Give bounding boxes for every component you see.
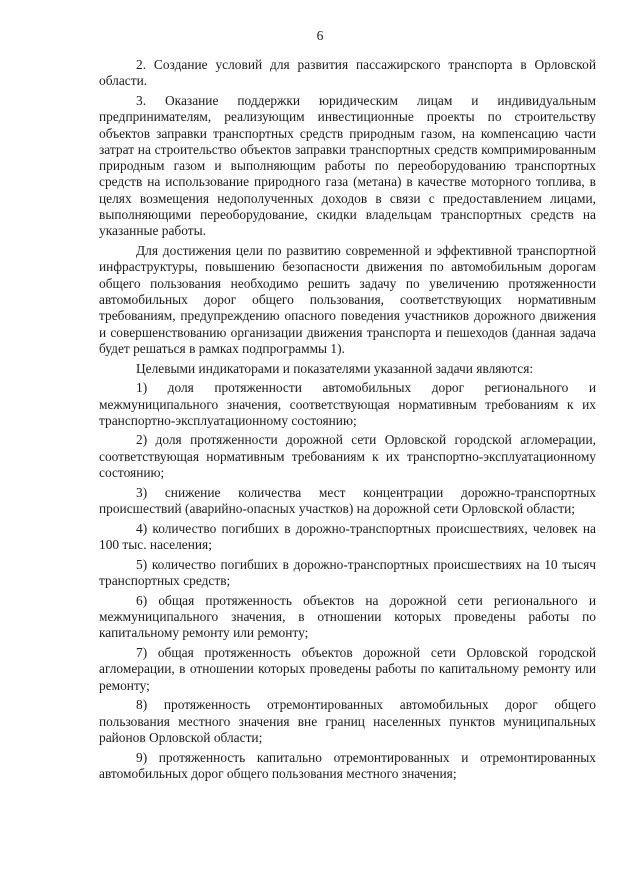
indicator-1: 1) доля протяженности автомобильных дорог регионального и межмуниципального значения, соответствующая нормативным требованиям к их транспортно-эксплуатационному состоянию; <box>99 380 596 428</box>
document-body <box>99 57 596 786</box>
paragraph-indicators-intro: Целевыми индикаторами и показателями указанной задачи являются: <box>136 360 534 376</box>
indicator-8: 8) протяженность отремонтированных автомобильных дорог общего пользования местного значения вне границ населенных пунктов муниципальных районов Орловской области; <box>99 697 596 745</box>
paragraph-item-3: 3. Оказание поддержки юридическим лицам и индивидуальным предпринимателям, реализующим инвестиционные проекты по строительству объектов заправки транспортных средств природным газом, на компенсацию части затрат на строительство объектов заправки транспортных средств компримированным природным газом и выполняющим работы по переоборудованию транспортных средств на использование природного газа (метана) в качестве моторного топлива, в целях возмещения недополученных доходов в связи с предоставлением лицами, выполняющими переоборудование, скидки владельцам транспортных средств на указанные работы. <box>99 92 596 239</box>
indicator-9: 9) протяженность капитально отремонтированных и отремонтированных автомобильных дорог общего пользования местного значения; <box>99 749 596 781</box>
indicator-3: 3) снижение количества мест концентрации дорожно-транспортных происшествий (аварийно-опасных участков) на дорожной сети Орловской области; <box>99 484 596 517</box>
indicator-6: 6) общая протяженность объектов на дорожной сети регионального и межмуниципального значения, в отношении которых проведены работы по капитальному ремонту или ремонту; <box>99 592 596 641</box>
paragraph-item-2: 2. Создание условий для развития пассажирского транспорта в Орловской области. <box>99 57 596 89</box>
indicator-7: 7) общая протяженность объектов дорожной сети Орловской городской агломерации, в отношении которых проведены работы по капитальному ремонту или ремонту; <box>99 645 596 693</box>
paragraph-goal: Для достижения цели по развитию современной и эффективной транспортной инфраструктуры, повышению безопасности движения по автомобильным дорогам общего пользования необходимо решить задачу по увеличению протяженности автомобильных дорог общего пользования, соответствующих нормативным требованиям, предупреждению опасного поведения участников дорожного движения и совершенствованию организации движения транспорта и пешеходов (данная задача будет решаться в рамках подпрограммы 1). <box>99 243 596 356</box>
indicator-4: 4) количество погибших в дорожно-транспортных происшествиях, человек на 100 тыс. населения; <box>99 520 596 553</box>
indicator-2: 2) доля протяженности дорожной сети Орловской городской агломерации, соответствующая нормативным требованиям к их транспортно-эксплуатационному состоянию; <box>99 432 596 481</box>
indicator-5: 5) количество погибших в дорожно-транспортных происшествиях на 10 тысяч транспортных средств; <box>99 556 596 589</box>
page-number: 6 <box>316 28 324 43</box>
